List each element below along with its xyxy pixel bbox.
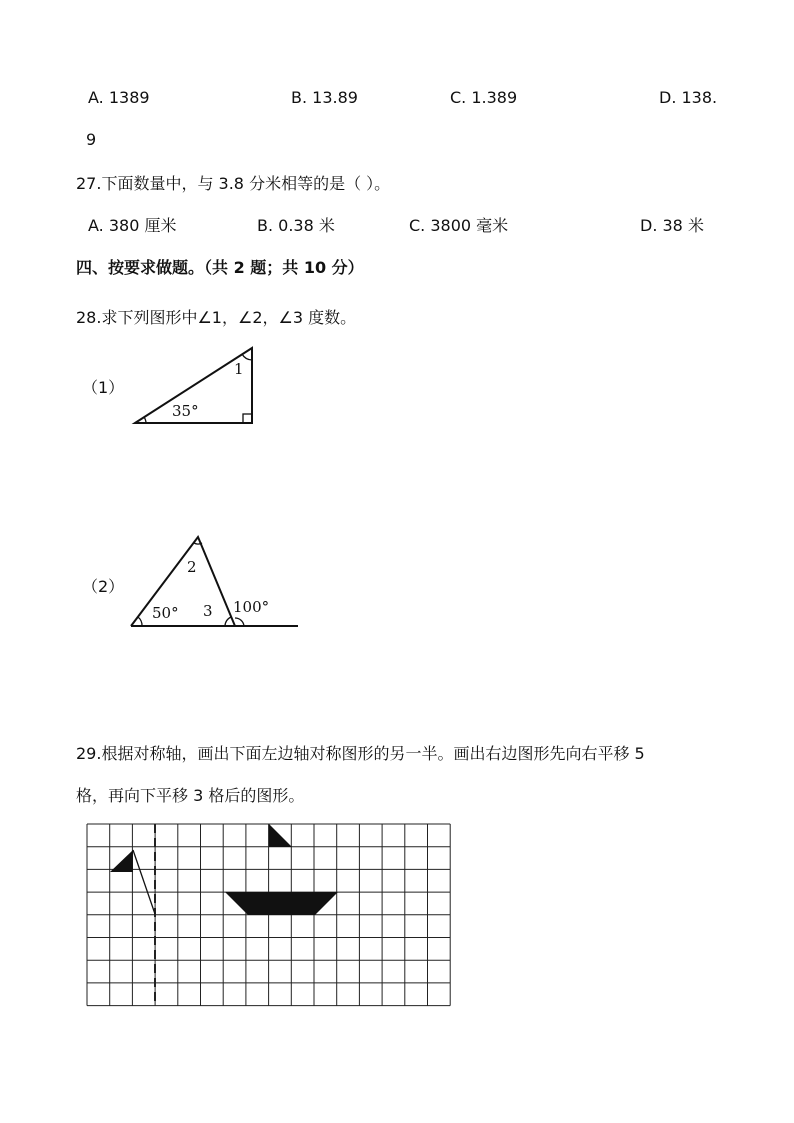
figure-1-triangle (130, 340, 260, 430)
q26-option-d: D. 138. (659, 88, 718, 107)
q29-line-2: 格，再向下平移 3 格后的图形。 (76, 786, 305, 805)
figure-1-label: （1） (82, 378, 125, 397)
top-small-triangle (269, 824, 292, 847)
angle-2-arc (194, 543, 202, 544)
angle-35-label: 35° (172, 402, 199, 420)
q27-option-a: A. 380 厘米 (88, 216, 177, 235)
angle-50-label: 50° (152, 604, 179, 622)
left-shape-edge (133, 850, 155, 914)
section-heading: 四、按要求做题。（共 2 题；共 10 分） (76, 258, 364, 277)
angle-100-label: 100° (233, 598, 270, 616)
q27-stem: 27.下面数量中，与 3.8 分米相等的是（ ）。 (76, 174, 391, 193)
q26-option-a: A. 1389 (88, 88, 150, 107)
angle-3-arc (225, 617, 231, 626)
q27-option-b: B. 0.38 米 (257, 216, 335, 235)
right-angle-mark (243, 414, 252, 423)
q26-option-b: B. 13.89 (291, 88, 358, 107)
q27-option-d: D. 38 米 (640, 216, 704, 235)
angle-2-label: 2 (187, 558, 197, 576)
triangle-2-outline (131, 537, 235, 626)
angle-1-label: 1 (234, 360, 244, 378)
q26-option-d-wrap: 9 (86, 130, 97, 149)
q26-option-c: C. 1.389 (450, 88, 518, 107)
drawing-grid (85, 820, 455, 1012)
figure-2-triangle (125, 530, 305, 634)
figure-2-label: （2） (82, 577, 125, 596)
q27-option-c: C. 3800 毫米 (409, 216, 509, 235)
angle-50-arc (138, 617, 142, 626)
angle-3-label: 3 (203, 602, 213, 620)
angle-100-arc (235, 618, 244, 626)
q29-line-1: 29.根据对称轴，画出下面左边轴对称图形的另一半。画出右边图形先向右平移 5 (76, 744, 645, 763)
left-shape-triangle (110, 850, 133, 872)
q28-stem: 28.求下列图形中∠1，∠2，∠3 度数。 (76, 308, 357, 327)
trapezoid-shape (225, 892, 338, 915)
